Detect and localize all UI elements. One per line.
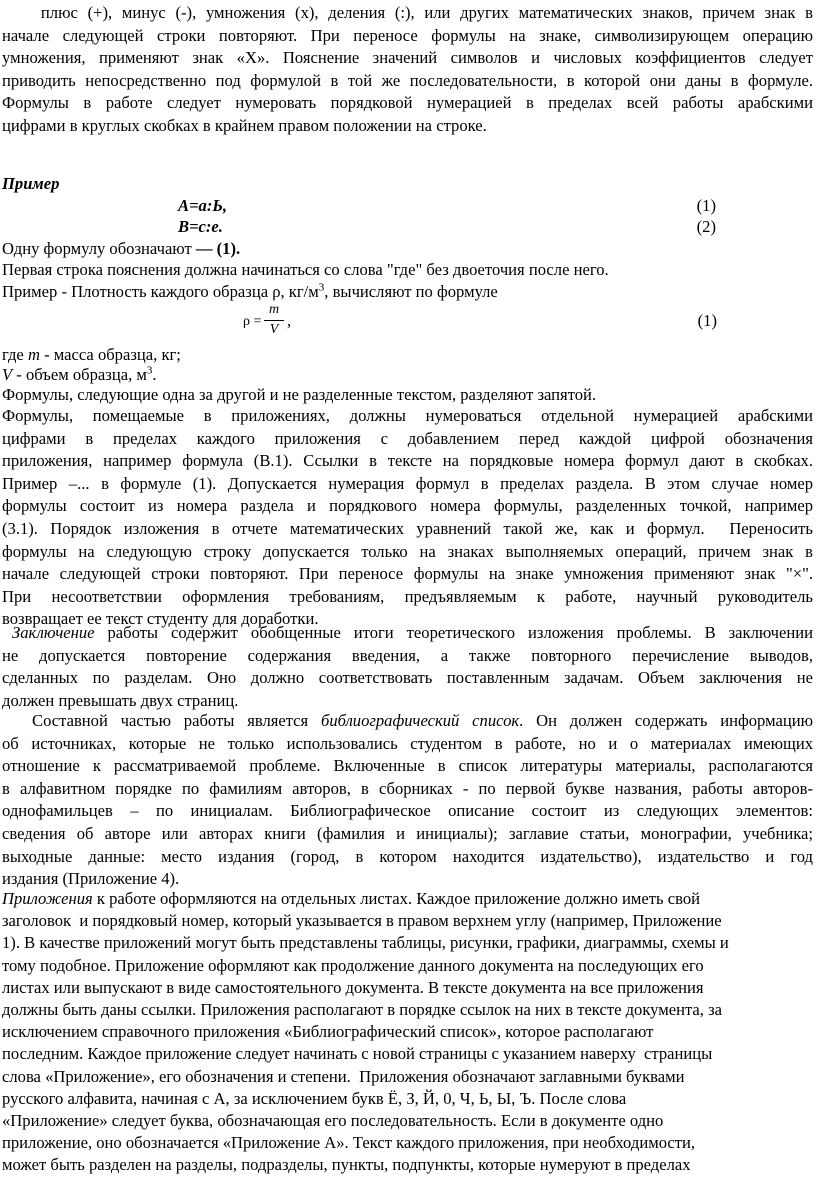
text-line: формулы состоит из номера раздела и порядкового номера формулы, разделенных точкой, например bbox=[2, 496, 813, 516]
text-line: должен превышать двух страниц. bbox=[2, 690, 239, 710]
formula-rules-paragraph bbox=[2, 2, 813, 138]
text-line: листах или выпускают в виде самостоятельного документа. В тексте документа на все приложения bbox=[2, 977, 704, 997]
text-line: последним. Каждое приложение следует начинать с новой страницы с указанием наверху страницы bbox=[2, 1044, 713, 1064]
text-line: цифрами в круглых скобках в крайнем правом положении на строке. bbox=[2, 115, 487, 135]
text-line: издания (Приложение 4). bbox=[2, 869, 180, 889]
text-line: начале следующей строки повторяют. При переносе формулы на знаке умножения применяют знак "×". bbox=[2, 564, 813, 584]
volume-unit-sup: 3 bbox=[146, 364, 153, 377]
text-line: может быть разделен на разделы, подразделы, пункты, подпункты, которые нумеруют в пределах bbox=[2, 1155, 691, 1175]
formula-2: В=с:е. bbox=[178, 217, 223, 236]
single-formula-bold: — (1). bbox=[195, 239, 241, 258]
text-line: об источниках, которые не только использовались студентом в работе, но и о материалах имеющих bbox=[2, 733, 813, 753]
text-line bbox=[2, 622, 813, 645]
text-line: должны быть даны ссылки. Приложения располагают в порядке ссылок на них в тексте документа, за bbox=[2, 1000, 723, 1020]
text-line: Пример –... в формуле (1). Допускается нумерация формул в пределах раздела. В этом случае номер bbox=[2, 473, 813, 493]
text-line: Формулы, помещаемые в приложениях, должны нумероваться отдельной нумерацией арабскими bbox=[2, 406, 813, 425]
symbol-m: m bbox=[27, 345, 40, 364]
text-line: тому подобное. Приложение оформляют как продолжение данного документа на последующих его bbox=[2, 955, 704, 975]
mass-description: - масса образца, кг; bbox=[39, 345, 181, 364]
text-line: цифрами в пределах каждого приложения с добавлением перед каждой цифрой обозначения bbox=[2, 428, 813, 448]
text-line: заголовок и порядковый номер, который указывается в правом верхнем углу (например, Приложение bbox=[2, 911, 722, 931]
text-line: русского алфавита, начиная с А, за исключением букв Ё, З, Й, 0, Ч, Ь, Ы, Ъ. После слова bbox=[2, 1088, 627, 1108]
text-line: Формулы в работе следует нумеровать порядковой нумерацией в пределах всей работы арабскими bbox=[2, 93, 813, 113]
text-line: выходные данные: место издания (город, в котором находится издательство), издательство и год bbox=[2, 846, 813, 866]
text-line: умножения, применяют знак «Х». Пояснение значений символов и числовых коэффициентов следует bbox=[2, 48, 813, 68]
text-line: приложения, например формула (В.1). Ссылки в тексте на порядковые номера формул дают в скобках. bbox=[2, 451, 813, 471]
conclusion-paragraph bbox=[2, 622, 813, 712]
volume-end: . bbox=[152, 365, 157, 384]
where-label: где bbox=[2, 345, 28, 364]
text-line: однофамильцев – по инициалам. Библиографическое описание состоит из следующих элементов: bbox=[2, 801, 813, 821]
bibliography-paragraph bbox=[2, 710, 813, 891]
density-text: Пример - Плотность каждого образца ρ, кг/м bbox=[2, 282, 319, 301]
text-line bbox=[2, 888, 813, 910]
text-line: «Приложение» следует буква, обозначающая его последовательность. Если в документе одно bbox=[2, 1111, 664, 1131]
density-suffix: , вычисляют по формуле bbox=[324, 282, 498, 301]
formula-1: А=а:Ь, bbox=[178, 196, 228, 215]
bibliography-term: библиографический список bbox=[321, 711, 520, 730]
formula-2-number: (2) bbox=[696, 217, 716, 236]
density-unit-sup: 3 bbox=[318, 281, 325, 294]
text-line: начале следующей строки повторяют. При переносе формулы на знаке, символизирующем операцию bbox=[2, 25, 813, 45]
text-segment: Составной частью работы является bbox=[32, 711, 321, 730]
text-line: формулы на следующую строку допускается только на знаках выполняемых операций, причем знак в bbox=[2, 541, 813, 561]
text-line: приводить непосредственно под формулой в той же последовательности, в которой они даны в формуле. bbox=[2, 70, 813, 90]
density-comma: , bbox=[287, 311, 292, 330]
density-numerator: m bbox=[268, 302, 280, 317]
text-line: 1). В качестве приложений могут быть представлены таблицы, рисунки, графики, диаграммы, схемы и bbox=[2, 933, 729, 953]
fraction-bar bbox=[264, 320, 284, 321]
text-line bbox=[2, 710, 813, 733]
single-formula-note bbox=[2, 238, 813, 261]
text-line: слова «Приложение», его обозначения и степени. Приложения обозначают заглавными буквами bbox=[2, 1066, 685, 1086]
density-example bbox=[2, 281, 813, 304]
formula-1-number: (1) bbox=[696, 196, 716, 215]
volume-description: - объем образца, м bbox=[12, 365, 147, 384]
single-formula-text: Одну формулу обозначают bbox=[2, 239, 196, 258]
appendices-term: Приложения bbox=[2, 889, 93, 908]
text-line: не допускается повторение содержания введения, а также повторного перечисление выводов, bbox=[2, 645, 813, 665]
text-line: сведения об авторе или авторах книги (фамилия и инициалы); заглавие статьи, монографии, учебника; bbox=[2, 823, 813, 843]
text-line: При несоответствии оформления требованиям, предъявляемым к работе, научный руководитель bbox=[2, 586, 813, 606]
text-line: в алфавитном порядке по фамилиям авторов, в сборниках - по первой букве названия, работы авторов- bbox=[2, 778, 813, 798]
text-line: исключением справочного приложения «Библиографический список», которое располагают bbox=[2, 1022, 654, 1042]
density-formula-number: (1) bbox=[697, 311, 717, 330]
text-line: приложение, оно обозначается «Приложение А». Текст каждого приложения, при необходимости, bbox=[2, 1133, 696, 1153]
density-denominator: V bbox=[269, 322, 279, 337]
text-segment: к работе оформляются на отдельных листах. Каждое приложение должно иметь свой bbox=[92, 889, 701, 908]
symbol-v: V bbox=[2, 365, 13, 384]
conclusion-term: Заключение bbox=[12, 623, 95, 642]
text-segment: . Он должен содержать информацию bbox=[519, 711, 813, 730]
text-line: отношение к рассматриваемой проблеме. Включенные в список литературы материалы, располагаются bbox=[2, 756, 813, 776]
text-line: (3.1). Порядок изложения в отчете математических уравнений такой же, как и формул. Переносить bbox=[2, 518, 813, 538]
density-rho: ρ = bbox=[243, 314, 262, 329]
comma-rule: Формулы, следующие одна за другой и не разделенные текстом, разделяют запятой. bbox=[2, 385, 597, 404]
appendix-formulas-paragraph bbox=[2, 405, 813, 631]
text-line: сделанных по разделам. Оно должно соответствовать поставленным задачам. Объем заключения не bbox=[2, 668, 813, 688]
text-line: плюс (+), минус (-), умножения (х), деления (:), или других математических знаков, причем знак в bbox=[2, 3, 813, 22]
appendices-paragraph bbox=[2, 888, 813, 1177]
text-line: возвращает ее текст студенту для доработки. bbox=[2, 609, 319, 629]
text-segment: работы содержит обобщенные итоги теоретического изложения проблемы. В заключении bbox=[94, 623, 813, 642]
first-line-note: Первая строка пояснения должна начинаться со слова "где" без двоеточия после него. bbox=[2, 260, 609, 279]
example-heading: Пример bbox=[2, 174, 60, 193]
